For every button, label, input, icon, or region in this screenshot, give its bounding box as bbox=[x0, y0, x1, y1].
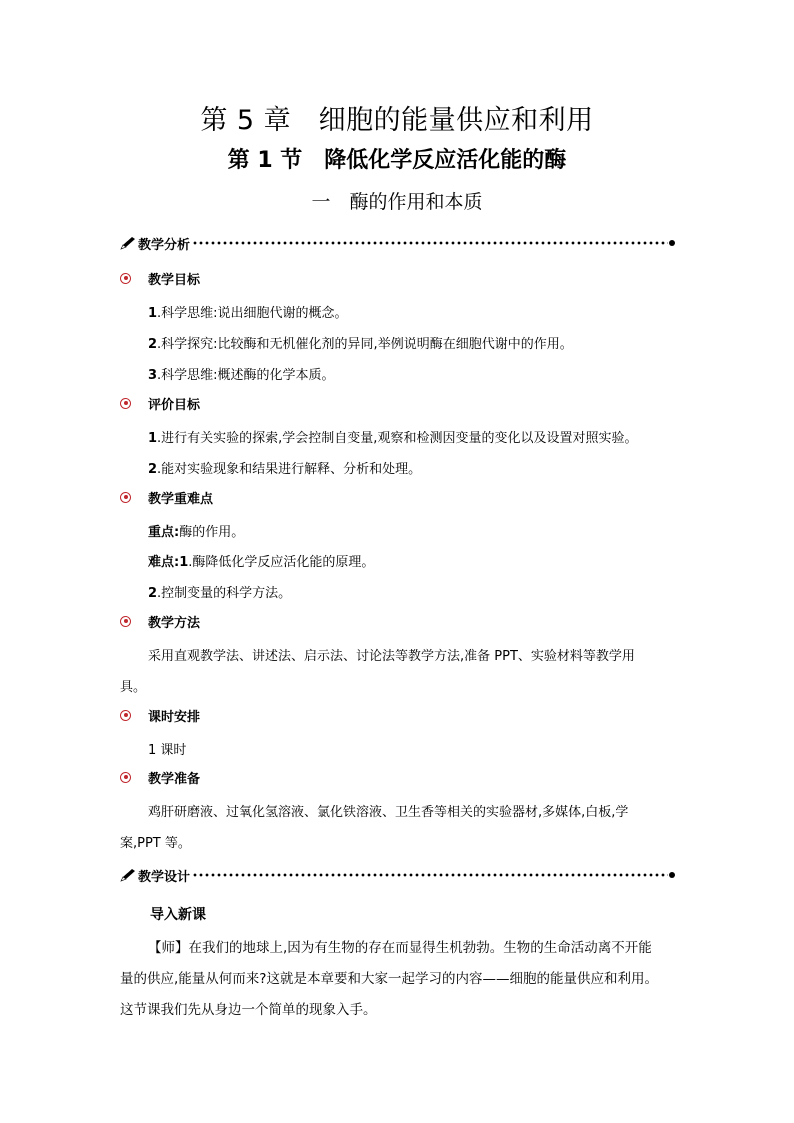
difficult-point-line-1: 难点:1.酶降低化学反应活化能的原理。 bbox=[148, 555, 375, 570]
heading-schedule bbox=[120, 706, 200, 724]
preparation-line-2: 案,PPT 等。 bbox=[120, 836, 191, 851]
objective-item-3: 3.科学思维:概述酶的化学本质。 bbox=[148, 368, 335, 383]
key-point-line: 重点:酶的作用。 bbox=[148, 525, 245, 540]
methods-line-1: 采用直观教学法、讲述法、启示法、讨论法等教学方法,准备 PPT、实验材料等教学用 bbox=[148, 649, 635, 664]
divider-label: 教学设计 bbox=[138, 869, 191, 885]
preparation-line-1: 鸡肝研磨液、过氧化氢溶液、氯化铁溶液、卫生香等相关的实验器材,多媒体,白板,学 bbox=[148, 805, 629, 820]
heading-text: 教学重难点 bbox=[148, 491, 214, 507]
heading-preparation bbox=[120, 768, 200, 786]
heading-text: 评价目标 bbox=[148, 397, 201, 413]
objective-item-1: 1.科学思维:说出细胞代谢的概念。 bbox=[148, 306, 348, 321]
methods-line-2: 具。 bbox=[120, 680, 147, 695]
target-bullet-icon bbox=[120, 710, 131, 721]
target-bullet-icon bbox=[120, 772, 131, 783]
chapter-title: 第 5 章 细胞的能量供应和利用 bbox=[200, 105, 594, 136]
schedule-text: 1 课时 bbox=[148, 743, 187, 758]
intro-line-1: 【师】在我们的地球上,因为有生物的存在而显得生机勃勃。生物的生命活动离不开能 bbox=[148, 940, 652, 956]
heading-text: 教学方法 bbox=[148, 615, 201, 631]
intro-line-3: 这节课我们先从身边一个简单的现象入手。 bbox=[120, 1002, 377, 1018]
objective-item-2: 2.科学探究:比较酶和无机催化剂的异同,举例说明酶在细胞代谢中的作用。 bbox=[148, 337, 573, 352]
intro-line-2: 量的供应,能量从何而来?这就是本章要和大家一起学习的内容——细胞的能量供应和利用。 bbox=[120, 971, 658, 987]
heading-text: 教学准备 bbox=[148, 771, 201, 787]
target-bullet-icon bbox=[120, 616, 131, 627]
heading-text: 课时安排 bbox=[148, 709, 201, 725]
intro-heading: 导入新课 bbox=[150, 907, 206, 923]
rule-end-dot bbox=[669, 872, 675, 878]
heading-methods bbox=[120, 612, 200, 630]
difficult-point-line-2: 2.控制变量的科学方法。 bbox=[148, 586, 292, 601]
pen-icon bbox=[120, 868, 136, 882]
dotted-rule bbox=[192, 240, 668, 246]
rule-end-dot bbox=[669, 240, 675, 246]
target-bullet-icon bbox=[120, 492, 131, 503]
heading-text: 教学目标 bbox=[148, 272, 201, 288]
heading-objectives bbox=[120, 269, 200, 287]
divider-label: 教学分析 bbox=[138, 237, 191, 253]
target-bullet-icon bbox=[120, 398, 131, 409]
divider-analysis bbox=[120, 236, 675, 253]
section-title: 第 1 节 降低化学反应活化能的酶 bbox=[227, 148, 567, 173]
evaluation-item-2: 2.能对实验现象和结果进行解释、分析和处理。 bbox=[148, 462, 422, 477]
divider-design bbox=[120, 868, 675, 885]
target-bullet-icon bbox=[120, 273, 131, 284]
lesson-title: 一 酶的作用和本质 bbox=[311, 191, 483, 213]
heading-evaluation bbox=[120, 394, 200, 412]
dotted-rule bbox=[192, 872, 668, 878]
pen-icon bbox=[120, 236, 136, 250]
heading-key-points bbox=[120, 488, 213, 506]
evaluation-item-1: 1.进行有关实验的探索,学会控制自变量,观察和检测因变量的变化以及设置对照实验。 bbox=[148, 431, 638, 446]
